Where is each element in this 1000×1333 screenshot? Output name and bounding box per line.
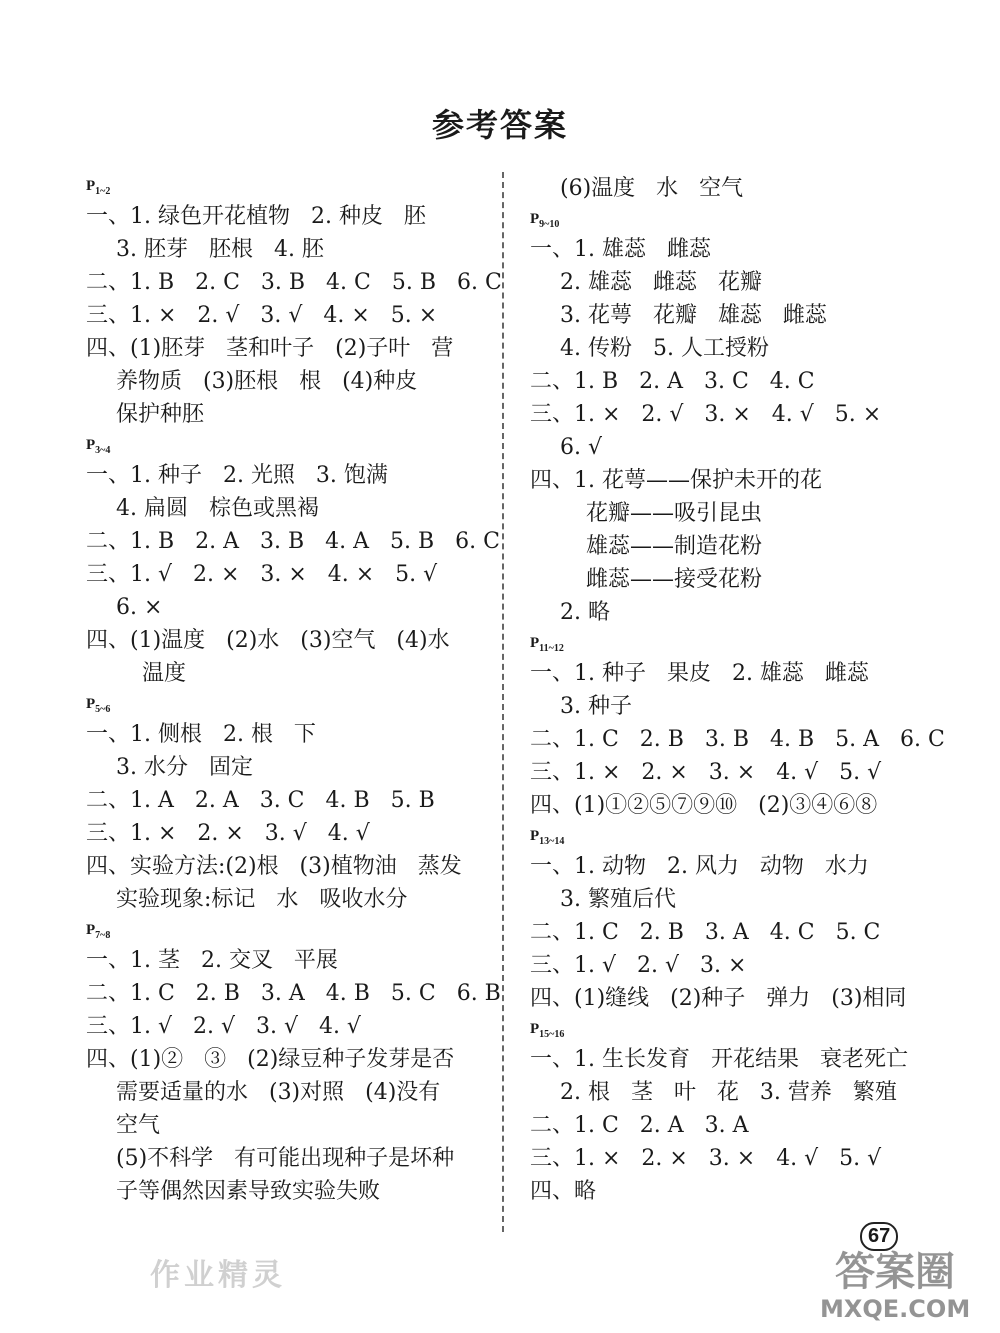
section-label: P [86,178,96,194]
page-number: 67 [860,1222,898,1251]
watermark-logo: 答案圈 [835,1249,955,1295]
section-p15-16 [530,1015,950,1043]
section-p11-12 [530,629,950,657]
answer-line: 3. 水分 固定 [116,755,253,780]
section-p9-10 [530,205,950,233]
answer-line: 四、(1)温度 (2)水 (3)空气 (4)水 [86,628,450,653]
answer-line: 四、(1)② ③ (2)绿豆种子发芽是否 [86,1047,455,1072]
answer-line: 3. 花萼 花瓣 雄蕊 雌蕊 [560,303,827,328]
answer-line: 6. × [116,595,163,620]
answer-line: 一、1. 动物 2. 风力 动物 水力 [530,854,869,879]
answer-line: 雌蕊——接受花粉 [586,567,763,592]
column-divider [502,172,504,1232]
answer-line: 四、(1)胚芽 茎和叶子 (2)子叶 营 [86,336,454,361]
answer-line: 4. 传粉 5. 人工授粉 [560,336,769,361]
section-label: P [86,696,96,712]
page-title: 参考答案 [431,106,568,144]
section-range: 11~12 [539,643,564,654]
answer-line: 二、1. C 2. B 3. B 4. B 5. A 6. C [530,727,945,752]
section-range: 1~2 [95,186,111,197]
section-range: 5~6 [95,704,111,715]
left-column [86,172,502,1208]
answer-line: 四、1. 花萼——保护未开的花 [530,468,822,493]
answer-line: 6. √ [560,435,603,460]
answer-line: 2. 略 [560,600,610,625]
answer-line: 四、(1)缝线 (2)种子 弹力 (3)相同 [530,986,907,1011]
answer-line: 雄蕊——制造花粉 [586,534,763,559]
answer-line: (6)温度 水 空气 [560,176,744,201]
section-p5-6 [86,690,496,718]
answer-line: 四、(1)①②⑤⑦⑨⑩ (2)③④⑥⑧ [530,793,878,818]
answer-line: 3. 种子 [560,694,632,719]
answer-line: 温度 [142,661,187,686]
section-label: P [530,211,540,227]
answer-line: 二、1. A 2. A 3. C 4. B 5. B [86,788,435,813]
answer-line: 花瓣——吸引昆虫 [586,501,763,526]
answer-line: 三、1. × 2. × 3. √ 4. √ [86,821,370,846]
answer-line: 4. 扁圆 棕色或黑褐 [116,496,319,521]
answer-line: 一、1. 雄蕊 雌蕊 [530,237,711,262]
answer-line: 四、略 [530,1179,597,1204]
answer-line: 二、1. C 2. B 3. A 4. B 5. C 6. B [86,981,501,1006]
answer-line: 一、1. 种子 2. 光照 3. 饱满 [86,463,388,488]
answer-line: 一、1. 茎 2. 交叉 平展 [86,948,338,973]
section-range: 3~4 [95,445,111,456]
answer-line: 一、1. 绿色开花植物 2. 种皮 胚 [86,204,426,229]
section-p13-14 [530,822,950,850]
section-range: 9~10 [539,219,560,230]
section-p1-2 [86,172,496,200]
answer-line: 二、1. B 2. C 3. B 4. C 5. B 6. C [86,270,502,295]
answer-line: 一、1. 种子 果皮 2. 雄蕊 雌蕊 [530,661,869,686]
answer-line: 需要适量的水 (3)对照 (4)没有 [116,1080,441,1105]
watermark-text: 作业精灵 [150,1258,286,1293]
answer-line: 三、1. √ 2. × 3. × 4. × 5. √ [86,562,438,587]
answer-line: 三、1. × 2. × 3. × 4. √ 5. √ [530,760,882,785]
answer-line: 二、1. B 2. A 3. C 4. C [530,369,815,394]
answer-line: 2. 根 茎 叶 花 3. 营养 繁殖 [560,1080,897,1105]
answer-line: 四、实验方法:(2)根 (3)植物油 蒸发 [86,854,462,879]
answer-line: 3. 胚芽 胚根 4. 胚 [116,237,324,262]
answer-line: 二、1. B 2. A 3. B 4. A 5. B 6. C [86,529,500,554]
answer-line: 3. 繁殖后代 [560,887,676,912]
section-range: 7~8 [95,930,111,941]
answer-line: 三、1. × 2. √ 3. × 4. √ 5. × [530,402,882,427]
section-label: P [86,437,96,453]
answer-line: 子等偶然因素导致实验失败 [116,1179,381,1204]
answer-line: 二、1. C 2. B 3. A 4. C 5. C [530,920,881,945]
answer-line: 一、1. 生长发育 开花结果 衰老死亡 [530,1047,908,1072]
answer-line: 一、1. 侧根 2. 根 下 [86,722,316,747]
answer-line: 三、1. × 2. √ 3. √ 4. × 5. × [86,303,438,328]
answer-line: (5)不科学 有可能出现种子是坏种 [116,1146,455,1171]
section-label: P [530,1021,540,1037]
section-label: P [86,922,96,938]
answer-line: 空气 [116,1113,161,1138]
section-p3-4 [86,431,496,459]
answer-line: 2. 雄蕊 雌蕊 花瓣 [560,270,762,295]
watermark-url: MXQE.COM [820,1295,971,1323]
answer-line: 实验现象:标记 水 吸收水分 [116,887,408,912]
right-column [530,172,950,1208]
section-range: 13~14 [539,836,565,847]
section-range: 15~16 [539,1029,565,1040]
answer-line: 养物质 (3)胚根 根 (4)种皮 [116,369,418,394]
section-label: P [530,635,540,651]
section-label: P [530,828,540,844]
answer-line: 三、1. × 2. × 3. × 4. √ 5. √ [530,1146,882,1171]
section-p7-8 [86,916,496,944]
answer-line: 二、1. C 2. A 3. A [530,1113,749,1138]
answer-line: 保护种胚 [116,402,205,427]
answer-line: 三、1. √ 2. √ 3. × [530,953,747,978]
answer-line: 三、1. √ 2. √ 3. √ 4. √ [86,1014,361,1039]
